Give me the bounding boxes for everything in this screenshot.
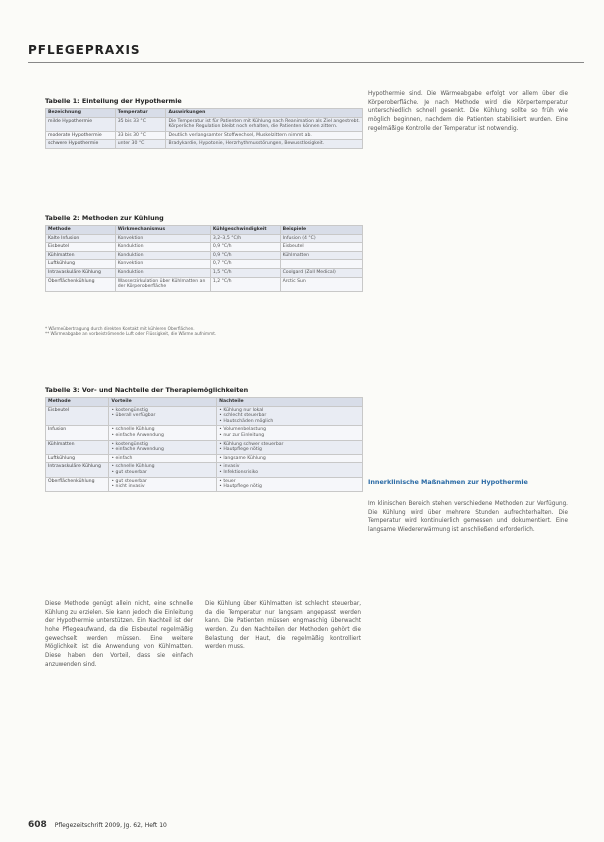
table-row xyxy=(46,463,363,477)
table3-title: Tabelle 3: Vor- und Nachteile der Therapiemöglichkeiten xyxy=(45,386,249,394)
table2-cell: Infusion (4 °C) xyxy=(280,234,362,243)
table1-header-0: Bezeichnung xyxy=(46,109,116,118)
table1-cell: 33 bis 30 °C xyxy=(115,131,166,140)
table2-header-2: Kühlgeschwindigkeit xyxy=(210,226,280,235)
table2-cell: Arctic Sun xyxy=(280,277,362,291)
table-row xyxy=(46,251,363,260)
table3-cell: • Volumenbelastung • nur zur Einleitung xyxy=(217,426,363,440)
table2-cell: Wasserzirkulation über Kühlmatten an der Körperoberfläche xyxy=(115,277,210,291)
table2-cell: Konvektion xyxy=(115,234,210,243)
table2-footnote-2: ** Wärmeabgabe an vorbeiströmende Luft oder Flüssigkeit, die Wärme aufnimmt. xyxy=(45,331,217,337)
table-row xyxy=(46,440,363,454)
table3-cell: Eisbeutel xyxy=(46,406,109,426)
table2-cell: Konvektion xyxy=(115,260,210,269)
table1-cell: milde Hypothermie xyxy=(46,117,116,131)
table3-cell: • schnelle Kühlung • einfache Anwendung xyxy=(109,426,217,440)
table-row xyxy=(46,268,363,277)
table-row xyxy=(46,277,363,291)
table-row xyxy=(46,131,363,140)
table2-cell: Eisbeutel xyxy=(46,243,116,252)
body-column-3b-text: Im klinischen Bereich stehen verschiedene Methoden zur Verfügung. Die Kühlung wird über mehrere Stunden aufrechterhalten. Die Temperatur wird kontinuierlich gemessen und dokumentiert. Eine langsame Wiedererwärmung ist anschließend erforderlich. xyxy=(368,501,568,533)
table2-cell: 1,5 °C/h xyxy=(210,268,280,277)
table-row xyxy=(46,406,363,426)
table3-cell: • Kühlung nur lokal • schlecht steuerbar • Hautschäden möglich xyxy=(217,406,363,426)
table2-cell: Kühlmatten xyxy=(280,251,362,260)
table2-header-3: Beispiele xyxy=(280,226,362,235)
page-number: 608 xyxy=(28,820,47,830)
body-column-3a-text: Hypothermie sind. Die Wärmeabgabe erfolgt vor allem über die Körperoberfläche. Je nach Methode wird die Körpertemperatur unterschiedlich schnell gesenkt. Die Kühlung sollte so früh wie möglich beginnen, nachdem die Patienten stabilisiert wurden. Eine regelmäßige Kontrolle der Temperatur ist notwendig. xyxy=(368,91,568,132)
table2-cell: Konduktion xyxy=(115,268,210,277)
table2-cell: 0,9 °C/h xyxy=(210,243,280,252)
table2-title: Tabelle 2: Methoden zur Kühlung xyxy=(45,214,164,222)
journal-info: Pflegezeitschrift 2009, Jg. 62, Heft 10 xyxy=(54,822,167,829)
table2-cell: 0,7 °C/h xyxy=(210,260,280,269)
table3-cell: • kostengünstig • einfache Anwendung xyxy=(109,440,217,454)
table3 xyxy=(45,397,363,492)
body-column-1 xyxy=(45,600,193,800)
table3-cell: Luftkühlung xyxy=(46,454,109,463)
table-row xyxy=(46,117,363,131)
table2-cell: 1,2 °C/h xyxy=(210,277,280,291)
body-column-3a xyxy=(368,90,568,470)
table3-cell: • Kühlung schwer steuerbar • Hautpflege nötig xyxy=(217,440,363,454)
table2-cell: Kalte Infusion xyxy=(46,234,116,243)
table2-cell: Intravaskuläre Kühlung xyxy=(46,268,116,277)
table1-cell: Die Temperatur ist für Patienten mit Kühlung nach Reanimation als Ziel angestrebt. Körperliche Regulation bleibt noch erhalten, die Patienten können zittern. xyxy=(166,117,363,131)
table3-cell: • einfach xyxy=(109,454,217,463)
table3-cell: • schnelle Kühlung • gut steuerbar xyxy=(109,463,217,477)
table1-cell: Bradykardie, Hypotonie, Herzrhythmusstörungen, Bewusstlosigkeit. xyxy=(166,140,363,149)
table2-cell: Coolgard (Zoll Medical) xyxy=(280,268,362,277)
table1-header-2: Auswirkungen xyxy=(166,109,363,118)
table3-cell: • gut steuerbar • nicht invasiv xyxy=(109,477,217,491)
table2-cell xyxy=(280,260,362,269)
table1-header-1: Temperatur xyxy=(115,109,166,118)
table2-cell: Luftkühlung xyxy=(46,260,116,269)
table-row xyxy=(46,243,363,252)
table2-cell: Kühlmatten xyxy=(46,251,116,260)
page-header xyxy=(28,38,584,63)
table2-cell: Eisbeutel xyxy=(280,243,362,252)
table-row xyxy=(46,234,363,243)
table-row xyxy=(46,477,363,491)
body-column-2 xyxy=(205,600,361,800)
table3-cell: • kostengünstig • überall verfügbar xyxy=(109,406,217,426)
body-column-2-text: Die Kühlung über Kühlmatten ist schlecht steuerbar, da die Temperatur nur langsam angepasst werden kann. Die Patienten müssen engmaschig überwacht werden. Zu den Nachteilen der Methoden gehört die Belastung der Haut, die regelmäßig kontrolliert werden muss. xyxy=(205,601,361,651)
table-row xyxy=(46,260,363,269)
table2-cell: Oberflächenkühlung xyxy=(46,277,116,291)
table1-cell: 35 bis 33 °C xyxy=(115,117,166,131)
body-column-3b xyxy=(368,500,568,800)
table-row xyxy=(46,454,363,463)
table1-title: Tabelle 1: Einteilung der Hypothermie xyxy=(45,97,182,105)
table3-header-2: Nachteile xyxy=(217,398,363,407)
table2-header-0: Methode xyxy=(46,226,116,235)
table3-cell: • langsame Kühlung xyxy=(217,454,363,463)
page-footer xyxy=(28,820,167,830)
table2-cell: Konduktion xyxy=(115,243,210,252)
table2-header-1: Wirkmechanismus xyxy=(115,226,210,235)
body-column-1-text: Diese Methode genügt allein nicht, eine schnelle Kühlung zu erzielen. Sie kann jedoch die Einleitung der Hypothermie unterstützen. Ein Nachteil ist der hohe Pflegeaufwand, da die Eisbeutel regelmäßig gewechselt werden müssen. Eine weitere Möglichkeit ist die Anwendung von Kühlmatten. Diese haben den Vorteil, dass sie einfach anzuwenden sind. xyxy=(45,601,193,668)
table-row xyxy=(46,426,363,440)
table2-cell: Konduktion xyxy=(115,251,210,260)
table3-header-0: Methode xyxy=(46,398,109,407)
table3-cell: Kühlmatten xyxy=(46,440,109,454)
table2-footnote-1: * Wärmeübertragung durch direkten Kontakt mit kühleren Oberflächen. xyxy=(45,326,195,331)
table2-footnotes xyxy=(45,326,365,337)
table1-cell: Deutlich verlangsamter Stoffwechsel, Muskelzittern nimmt ab. xyxy=(166,131,363,140)
table-row xyxy=(46,140,363,149)
table3-cell: Infusion xyxy=(46,426,109,440)
table1-cell: unter 30 °C xyxy=(115,140,166,149)
table3-cell: Oberflächenkühlung xyxy=(46,477,109,491)
table2-cell: 0,9 °C/h xyxy=(210,251,280,260)
table3-cell: • invasiv • Infektionsrisiko xyxy=(217,463,363,477)
table2-cell: 3,2–3,5 °C/h xyxy=(210,234,280,243)
table2 xyxy=(45,225,363,292)
section-title: PFLEGEPRAXIS xyxy=(28,43,141,57)
table3-cell: Intravaskuläre Kühlung xyxy=(46,463,109,477)
table1 xyxy=(45,108,363,149)
table3-header-1: Vorteile xyxy=(109,398,217,407)
table3-cell: • teuer • Hautpflege nötig xyxy=(217,477,363,491)
table1-cell: moderate Hypothermie xyxy=(46,131,116,140)
subheading: Innerklinische Maßnahmen zur Hypothermie xyxy=(368,478,528,486)
table1-cell: schwere Hypothermie xyxy=(46,140,116,149)
